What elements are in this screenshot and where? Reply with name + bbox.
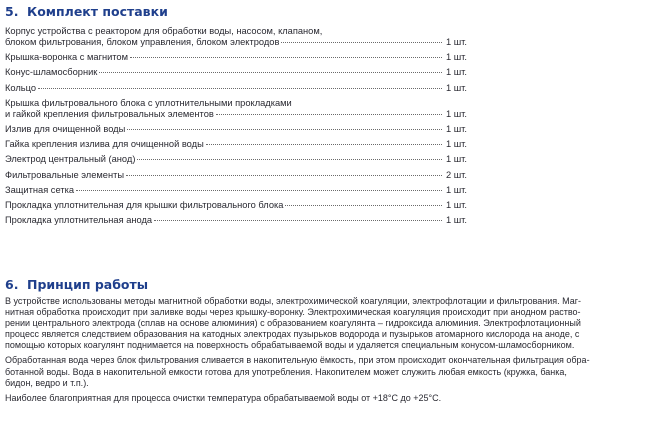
item-text-line: Конус-шламосборник bbox=[5, 67, 98, 78]
item-row bbox=[5, 154, 467, 165]
item-row bbox=[5, 37, 467, 48]
item-row bbox=[5, 200, 467, 211]
section-5-title: Комплект поставки bbox=[27, 4, 168, 19]
working-principle-text bbox=[5, 296, 645, 408]
list-item bbox=[5, 215, 467, 226]
paragraph bbox=[5, 355, 645, 388]
dot-leader bbox=[216, 114, 442, 115]
dot-leader bbox=[76, 190, 442, 191]
section-5-heading bbox=[5, 4, 168, 19]
paragraph bbox=[5, 393, 645, 404]
item-row bbox=[5, 109, 467, 120]
item-text-line: и гайкой крепления фильтровальных элементов bbox=[5, 108, 214, 119]
item-row bbox=[5, 185, 467, 196]
item-row bbox=[5, 83, 467, 94]
paragraph-line: помощью которых коагулянт поднимается на поверхность обрабатываемой воды и удаляется специальным конусом-шламосборником. bbox=[5, 340, 575, 351]
paragraph bbox=[5, 296, 645, 351]
section-6-title: Принцип работы bbox=[27, 277, 149, 292]
paragraph-line: процесс является следствием образования на катодных электродах пузырьков водорода и пузырьков атомарного кислорода на аноде, с bbox=[5, 329, 580, 340]
list-item bbox=[5, 154, 467, 165]
dot-leader bbox=[281, 42, 442, 43]
item-quantity: 1 шт. bbox=[445, 108, 467, 119]
item-text-line: Прокладка уплотнительная для крышки фильтровального блока bbox=[5, 199, 284, 210]
item-text-line: Электрод центральный (анод) bbox=[5, 154, 136, 165]
item-row bbox=[5, 215, 467, 226]
item-quantity: 1 шт. bbox=[445, 154, 467, 165]
item-text-line: Кольцо bbox=[5, 82, 37, 93]
section-5-number: 5. bbox=[5, 4, 19, 19]
list-item bbox=[5, 26, 467, 48]
list-item bbox=[5, 67, 467, 78]
paragraph-line: Наиболее благоприятная для процесса очистки температура обрабатываемой воды от +18°С до +25°С. bbox=[5, 392, 442, 403]
list-item bbox=[5, 98, 467, 120]
dot-leader bbox=[285, 205, 442, 206]
item-quantity: 1 шт. bbox=[445, 123, 467, 134]
item-quantity: 1 шт. bbox=[445, 67, 467, 78]
item-quantity: 1 шт. bbox=[445, 139, 467, 150]
item-text-line: Излив для очищенной воды bbox=[5, 123, 126, 134]
item-row bbox=[5, 139, 467, 150]
section-6-number: 6. bbox=[5, 277, 19, 292]
paragraph-line: ботанной воды. Вода в накопительной емкости готова для употребления. Накопителем может служить любая емкость (кружка, банка, bbox=[5, 366, 567, 377]
item-text-line: Фильтровальные элементы bbox=[5, 169, 125, 180]
list-item bbox=[5, 170, 467, 181]
item-quantity: 1 шт. bbox=[445, 199, 467, 210]
item-quantity: 1 шт. bbox=[445, 52, 467, 63]
dot-leader bbox=[130, 57, 442, 58]
paragraph-line: В устройстве использованы методы магнитной обработки воды, электрохимической коагуляции, электрофлотации и фильтрования. Маг- bbox=[5, 296, 582, 306]
item-quantity: 1 шт. bbox=[445, 184, 467, 195]
dot-leader bbox=[154, 220, 442, 221]
paragraph-line: нитная обработка происходит при заливке воды через крышку-воронку. Электрохимическая коагуляция происходит при анодном раство- bbox=[5, 307, 581, 318]
item-quantity: 1 шт. bbox=[445, 215, 467, 226]
dot-leader bbox=[137, 159, 442, 160]
item-row bbox=[5, 170, 467, 181]
list-item bbox=[5, 200, 467, 211]
dot-leader bbox=[126, 175, 442, 176]
dot-leader bbox=[99, 72, 442, 73]
item-quantity: 2 шт. bbox=[445, 169, 467, 180]
item-text-line: Крышка-воронка с магнитом bbox=[5, 52, 128, 63]
item-text-line: блоком фильтрования, блоком управления, блоком электродов bbox=[5, 37, 280, 47]
item-text-line: Прокладка уплотнительная анода bbox=[5, 215, 153, 226]
list-item bbox=[5, 52, 467, 63]
item-text-line: Корпус устройства с реактором для обработки воды, насосом, клапаном, bbox=[5, 26, 323, 36]
paragraph-line: Обработанная вода через блок фильтрования сливается в накопительную ёмкость, при этом происходит окончательная фильтрация обра- bbox=[5, 355, 590, 366]
dot-leader bbox=[206, 144, 442, 145]
dot-leader bbox=[38, 88, 442, 89]
item-text-line: Защитная сетка bbox=[5, 184, 75, 195]
paragraph-line: бидон, ведро и т.п.). bbox=[5, 377, 89, 388]
section-6-heading bbox=[5, 277, 148, 292]
item-row bbox=[5, 52, 467, 63]
list-item bbox=[5, 139, 467, 150]
item-text-line: Гайка крепления излива для очищенной воды bbox=[5, 139, 204, 150]
delivery-set-list bbox=[5, 26, 467, 230]
item-text-line: Крышка фильтровального блока с уплотнительными прокладками bbox=[5, 97, 292, 108]
item-quantity: 1 шт. bbox=[445, 37, 467, 47]
item-row bbox=[5, 124, 467, 135]
item-row bbox=[5, 67, 467, 78]
dot-leader bbox=[127, 129, 442, 130]
list-item bbox=[5, 185, 467, 196]
list-item bbox=[5, 124, 467, 135]
list-item bbox=[5, 83, 467, 94]
item-quantity: 1 шт. bbox=[445, 82, 467, 93]
paragraph-line: рении центрального электрода (сплав на основе алюминия) с образованием коагулянта – гидроксида алюминия. Электрофлотационный bbox=[5, 318, 581, 329]
